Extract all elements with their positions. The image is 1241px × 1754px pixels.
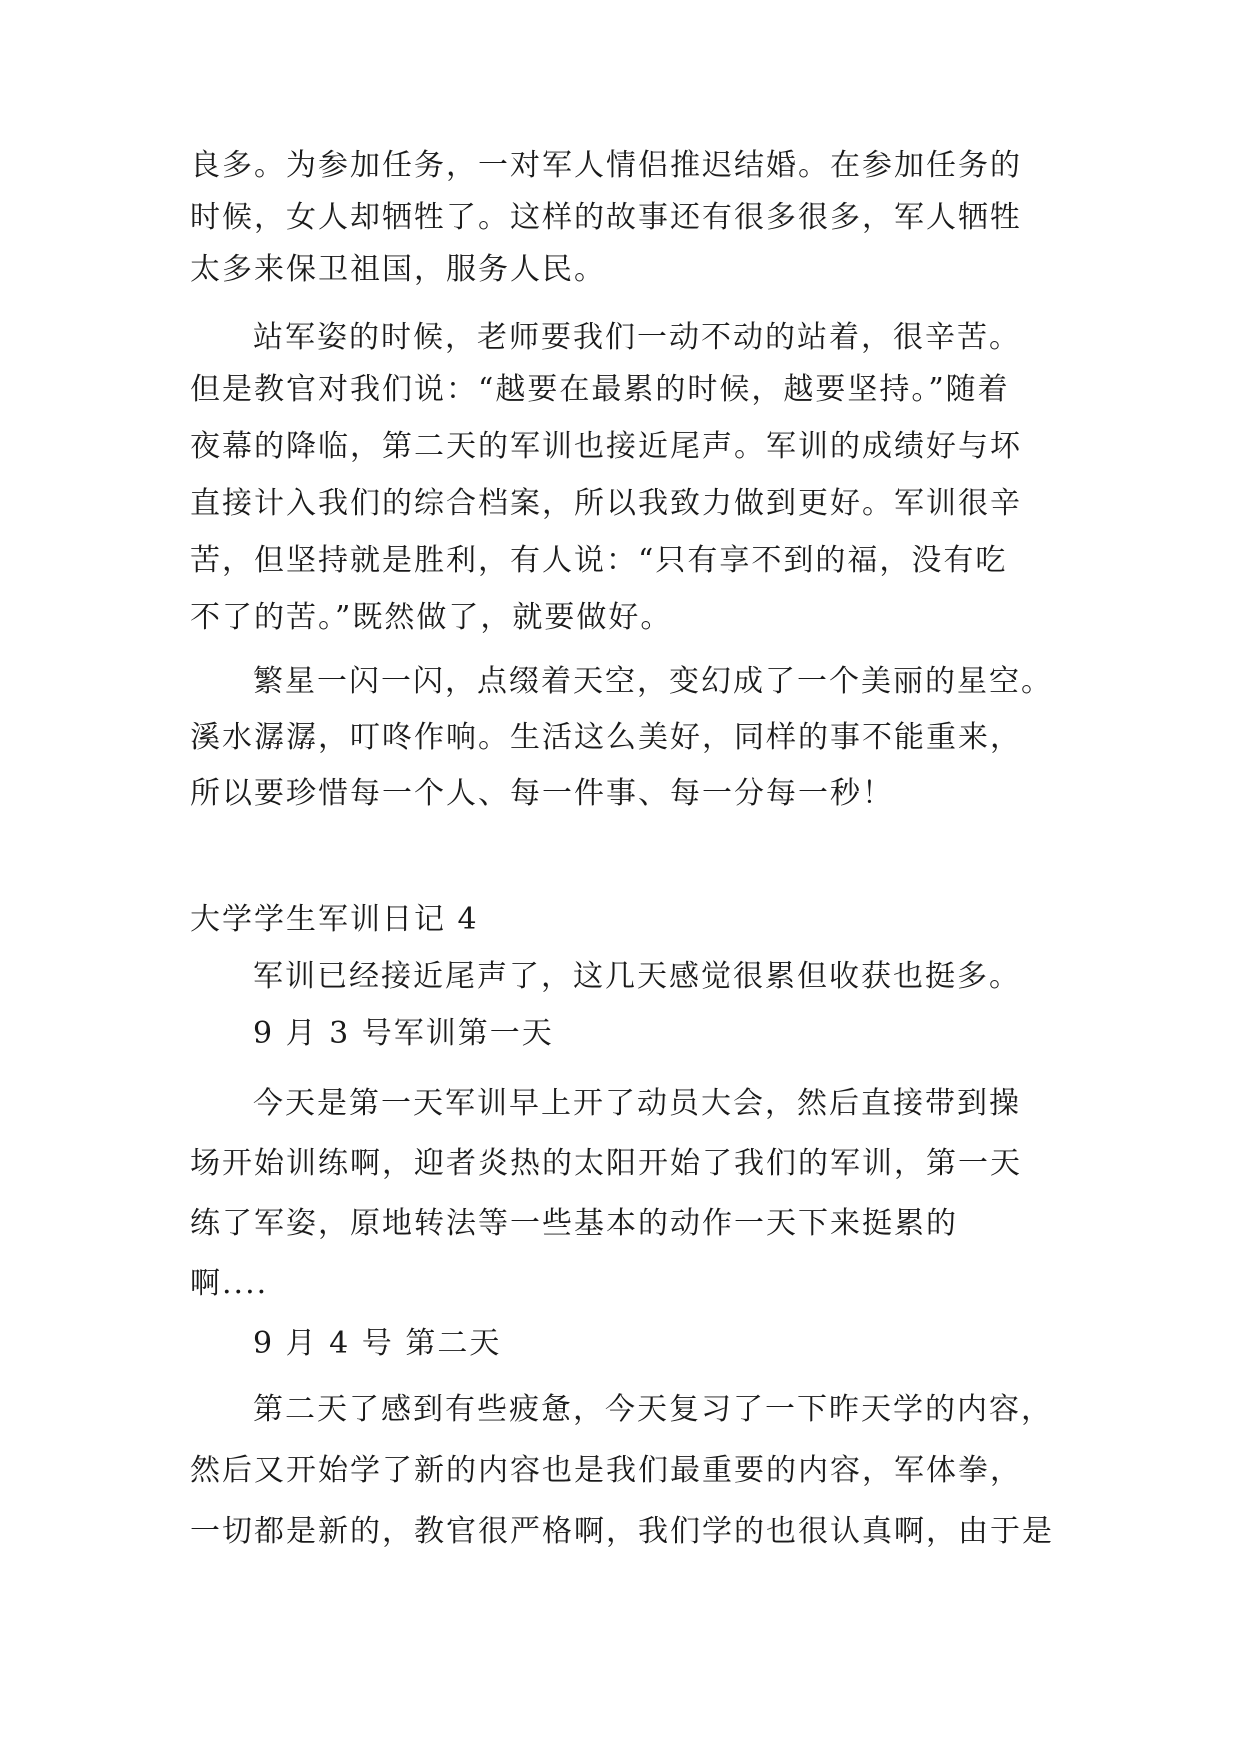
paragraph-line: 苦，但坚持就是胜利，有人说：“只有享不到的福，没有吃 bbox=[190, 543, 1008, 578]
date-heading: 9 月 4 号 第二天 bbox=[253, 1326, 502, 1361]
paragraph-line: 但是教官对我们说：“越要在最累的时候，越要坚持。”随着 bbox=[190, 372, 1010, 407]
paragraph-line: 良多。为参加任务，一对军人情侣推迟结婚。在参加任务的 bbox=[190, 148, 1022, 183]
paragraph-line: 太多来保卫祖国，服务人民。 bbox=[190, 252, 606, 287]
paragraph-line: 场开始训练啊，迎者炎热的太阳开始了我们的军训，第一天 bbox=[190, 1146, 1022, 1181]
paragraph-line: 一切都是新的，教官很严格啊，我们学的也很认真啊，由于是 bbox=[190, 1514, 1054, 1549]
paragraph-line: 时候，女人却牺牲了。这样的故事还有很多很多，军人牺牲 bbox=[190, 200, 1022, 235]
section-heading: 大学学生军训日记 4 bbox=[190, 902, 479, 937]
paragraph-line: 啊.... bbox=[190, 1266, 269, 1301]
paragraph-line: 所以要珍惜每一个人、每一件事、每一分每一秒！ bbox=[190, 776, 894, 811]
paragraph-line: 不了的苦。”既然做了，就要做好。 bbox=[190, 600, 673, 635]
paragraph-line: 第二天了感到有些疲惫，今天复习了一下昨天学的内容， bbox=[253, 1392, 1053, 1427]
paragraph-line: 练了军姿，原地转法等一些基本的动作一天下来挺累的 bbox=[190, 1206, 958, 1241]
date-heading: 9 月 3 号军训第一天 bbox=[253, 1016, 554, 1051]
paragraph-line: 军训已经接近尾声了，这几天感觉很累但收获也挺多。 bbox=[253, 959, 1021, 994]
paragraph-line: 直接计入我们的综合档案，所以我致力做到更好。军训很辛 bbox=[190, 486, 1022, 521]
paragraph-line: 今天是第一天军训早上开了动员大会，然后直接带到操 bbox=[253, 1086, 1021, 1121]
paragraph-line: 繁星一闪一闪，点缀着天空，变幻成了一个美丽的星空。 bbox=[253, 664, 1053, 699]
paragraph-line: 夜幕的降临，第二天的军训也接近尾声。军训的成绩好与坏 bbox=[190, 429, 1022, 464]
paragraph-line: 站军姿的时候，老师要我们一动不动的站着，很辛苦。 bbox=[253, 320, 1021, 355]
paragraph-line: 然后又开始学了新的内容也是我们最重要的内容，军体拳， bbox=[190, 1453, 1022, 1488]
paragraph-line: 溪水潺潺，叮咚作响。生活这么美好，同样的事不能重来， bbox=[190, 720, 1022, 755]
